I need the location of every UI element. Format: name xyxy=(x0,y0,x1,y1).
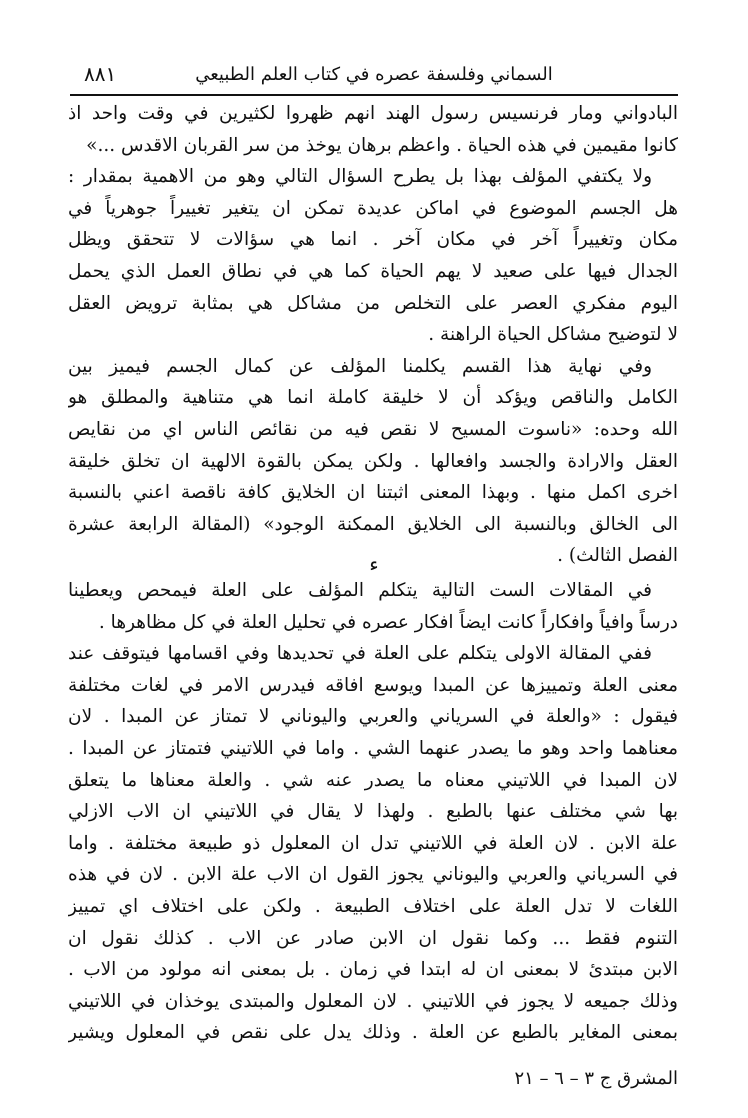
text-line: الله وحده: «ناسوت المسيح لا نقص فيه من نقائص الناس اي من نقايص xyxy=(68,418,678,440)
text-section-2 xyxy=(68,575,678,1049)
text-line: بمعنى المغاير بالطبع عن العلة . وذلك يدل على نقص في المعلول ويشير xyxy=(68,1022,678,1044)
text-line: ولا يكتفي المؤلف بهذا بل يطرح السؤال التالي وهو من الاهمية بمقدار : xyxy=(68,166,652,188)
text-line: هل الجسم الموضوع في اماكن عديدة تمكن ان يتغير تغييراً جوهرياً في xyxy=(68,197,678,219)
text-line: اللغات لا تدل العلة على اختلاف الطبيعة . ولكن على اختلاف اي تمييز xyxy=(68,895,678,917)
text-line: الفصل الثالث) . xyxy=(557,545,678,567)
text-line: الجدال فيها على صعيد لا يهم الحياة كما هي في نطاق العمل الذي يحمل xyxy=(68,260,678,282)
text-line: لا لتوضيح مشاكل الحياة الراهنة . xyxy=(428,324,678,346)
text-line: معناهما واحد وهو ما يصدر عنهما الشي . واما في اللاتيني فتمتاز عن المبدا . xyxy=(68,737,678,759)
text-line: اخرى اكمل منها . وبهذا المعنى اثبتنا ان الخلايق كافة ناقصة اعني بالنسبة xyxy=(68,482,678,504)
text-line: درساً وافياً وافكاراً كانت ايضاً افكار عصره في تحليل العلة في كل مظاهرها . xyxy=(98,611,678,633)
text-line: ففي المقالة الاولى يتكلم على العلة في تحديدها وفي اقسامها فيتوقف عند xyxy=(68,643,652,665)
text-line: في السرياني والعربي واليوناني يجوز القول ان الاب علة الابن . لان في هذه xyxy=(68,864,678,886)
text-line: اليوم مفكري العصر على التخلص من مشاكل هي بمثابة ترويض العقل xyxy=(68,292,678,314)
text-line: التنوم فقط ... وكما نقول ان الابن صادر عن الاب . كذلك نقول ان xyxy=(68,927,678,949)
text-line: وفي نهاية هذا القسم يكلمنا المؤلف عن كمال الجسم فيميز بين xyxy=(68,355,652,377)
text-line: الابن مبتدئ لا بمعنى ان له ابتدا في زمان . بل بمعنى انه مولود من الاب . xyxy=(68,959,678,981)
text-line: معنى العلة وتمييزها عن المبدا ويوسع افاقه فيدرس الامر في لغات مختلفة xyxy=(68,674,678,696)
text-line: في المقالات الست التالية يتكلم المؤلف على العلة فيمحص ويعطينا xyxy=(68,580,652,601)
text-line: الكامل والناقص ويؤكد أن لا خليقة كاملة انما هي متناهية والمطلق هو xyxy=(68,387,678,409)
page-header xyxy=(70,60,678,96)
text-line: الى الخالق وبالنسبة الى الخلايق الممكنة الوجود» (المقالة الرابعة عشرة xyxy=(68,513,678,535)
text-line: فيقول : «والعلة في السرياني والعربي واليوناني لا تمتاز عن المبدا . لان xyxy=(68,706,678,728)
section-separator: ء xyxy=(369,552,379,576)
text-line: البادواني ومار فرنسيس رسول الهند انهم ظهروا لكثيرين في وقت واحد اذ xyxy=(68,103,678,124)
text-line: كانوا مقيمين في هذه الحياة . واعظم برهان يوخذ من سر القربان الاقدس ...» xyxy=(86,134,678,156)
footer-signature: المشرق ج ٣ – ٦ – ٢١ xyxy=(514,1068,678,1089)
running-title: السماني وفلسفة عصره في كتاب العلم الطبيعي xyxy=(195,64,553,85)
text-line: علة الابن . لان العلة في اللاتيني تدل ان المعلول ذو طبيعة مختلفة . واما xyxy=(68,832,678,854)
text-line: بها شي مختلف عنها بالطبع . ولهذا لا يقال في اللاتيني ان الاب الازلي xyxy=(68,801,678,823)
text-line: لان المبدا في اللاتيني معناه ما يصدر عنه شي . والعلة معناها ما يتعلق xyxy=(68,769,678,791)
page-number: ٨٨١ xyxy=(84,62,117,86)
text-line: العقل والارادة والجسد وافعالها . ولكن يمكن بالقوة الالهية ان تخلق خليقة xyxy=(68,450,678,472)
text-section-1 xyxy=(68,98,678,572)
text-line: وذلك جميعه لا يجوز في اللاتيني . لان المعلول والمبتدى يوخذان في اللاتيني xyxy=(68,990,678,1012)
text-line: مكان وتغييراً آخر في مكان آخر . انما هي سؤالات لا تتحقق ويظل xyxy=(68,229,678,251)
